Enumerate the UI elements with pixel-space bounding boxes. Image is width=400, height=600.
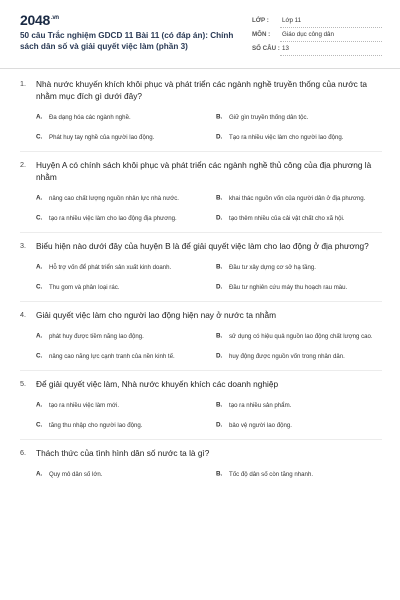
question-prompt: Thách thức của tình hình dân số nước ta là gì? — [36, 448, 210, 458]
answer-option[interactable] — [36, 188, 202, 208]
question-divider — [20, 151, 382, 152]
question-number: 5. — [20, 379, 26, 388]
option-text: Đa dạng hóa các ngành nghề. — [49, 113, 131, 121]
option-text: bảo vệ người lao động. — [229, 421, 292, 429]
option-text: tăng thu nhập cho người lao động. — [49, 421, 143, 429]
answer-options — [20, 395, 382, 435]
question-number: 1. — [20, 79, 26, 88]
answer-option[interactable] — [216, 188, 382, 208]
option-text: Quy mô dân số lớn. — [49, 470, 103, 478]
answer-options — [20, 188, 382, 228]
option-text: sử dụng có hiệu quả nguồn lao động chất lượng cao. — [229, 332, 373, 340]
option-text: Giữ gìn truyền thống dân tộc. — [229, 113, 309, 121]
answer-option[interactable] — [216, 346, 382, 366]
answer-option[interactable] — [36, 208, 202, 228]
option-letter: A. — [36, 113, 43, 121]
question-number: 6. — [20, 448, 26, 457]
option-letter: C. — [36, 214, 43, 222]
answer-option[interactable] — [36, 326, 202, 346]
answer-option[interactable] — [216, 257, 382, 277]
option-text: Thu gom và phân loại rác. — [49, 283, 120, 291]
option-text: tạo thêm nhiều của cải vật chất cho xã hội. — [229, 214, 345, 222]
answer-options — [20, 326, 382, 366]
answer-option[interactable] — [216, 208, 382, 228]
option-text: khai thác nguồn vốn của người dân ở địa phương. — [229, 194, 366, 202]
header-divider — [0, 68, 400, 69]
option-letter: B. — [216, 194, 223, 202]
question-list — [0, 78, 400, 484]
option-text: tạo ra nhiều sản phẩm. — [229, 401, 292, 409]
question-prompt: Giải quyết việc làm cho người lao động hiện nay ở nước ta nhằm — [36, 310, 277, 320]
answer-option[interactable] — [36, 415, 202, 435]
answer-option[interactable] — [216, 464, 382, 484]
question-prompt: Biểu hiện nào dưới đây của huyện B là để giải quyết việc làm cho lao động ở địa phương? — [36, 241, 369, 251]
option-letter: C. — [36, 133, 43, 141]
option-text: phát huy được tiềm năng lao động. — [49, 332, 144, 340]
question-prompt: Huyện A có chính sách khôi phục và phát triển các ngành nghề thủ công của địa phương là nhằm — [36, 160, 372, 182]
option-text: Tốc độ dân số còn tăng nhanh. — [229, 470, 314, 478]
meta-row-count — [252, 43, 382, 57]
answer-option[interactable] — [216, 107, 382, 127]
option-letter: A. — [36, 470, 43, 478]
answer-options — [20, 107, 382, 147]
option-letter: D. — [216, 214, 223, 222]
option-letter: D. — [216, 133, 223, 141]
option-text: tạo ra nhiều việc làm cho lao động địa phương. — [49, 214, 177, 222]
site-logo[interactable] — [20, 12, 59, 28]
answer-options — [20, 464, 382, 484]
option-letter: C. — [36, 352, 43, 360]
answer-options — [20, 257, 382, 297]
option-letter: A. — [36, 332, 43, 340]
question-prompt: Nhà nước khuyến khích khôi phục và phát triển các ngành nghề truyền thống của nước ta nhằm mục đích gì dưới đây? — [36, 79, 368, 101]
option-text: Đầu tư nghiên cứu máy thu hoạch rau màu. — [229, 283, 348, 291]
header — [0, 0, 400, 64]
option-text: huy động được nguồn vốn trong nhân dân. — [229, 352, 345, 360]
option-letter: B. — [216, 401, 223, 409]
answer-option[interactable] — [36, 277, 202, 297]
question-text — [20, 78, 382, 102]
option-letter: B. — [216, 263, 223, 271]
document-title: 50 câu Trắc nghiệm GDCD 11 Bài 11 (có đáp án): Chính sách dân số và giải quyết việc làm (phần 3) — [20, 31, 234, 51]
answer-option[interactable] — [36, 346, 202, 366]
question-text — [20, 447, 382, 459]
option-letter: A. — [36, 194, 43, 202]
option-text: nâng cao chất lượng nguồn nhân lực nhà nước. — [49, 194, 180, 202]
question-item — [0, 78, 400, 152]
answer-option[interactable] — [36, 464, 202, 484]
question-item — [0, 378, 400, 440]
option-letter: B. — [216, 470, 223, 478]
question-divider — [20, 370, 382, 371]
question-divider — [20, 439, 382, 440]
option-letter: C. — [36, 283, 43, 291]
option-letter: D. — [216, 283, 223, 291]
question-item — [0, 447, 400, 484]
logo-text: 2048 — [20, 12, 50, 28]
meta-value: 13 — [282, 45, 289, 52]
answer-option[interactable] — [216, 127, 382, 147]
question-number: 4. — [20, 310, 26, 319]
question-text — [20, 159, 382, 183]
option-text: Phát huy tay nghề của người lao động. — [49, 133, 155, 141]
answer-option[interactable] — [36, 257, 202, 277]
meta-value: Giáo dục công dân — [282, 31, 334, 38]
meta-key: MÔN : — [252, 31, 271, 38]
option-letter: C. — [36, 421, 43, 429]
logo-suffix: .vn — [50, 15, 59, 21]
option-letter: D. — [216, 421, 223, 429]
answer-option[interactable] — [36, 395, 202, 415]
meta-value: Lớp 11 — [282, 17, 302, 24]
option-letter: A. — [36, 263, 43, 271]
question-divider — [20, 232, 382, 233]
option-text: Hỗ trợ vốn để phát triển sản xuất kinh doanh. — [49, 263, 172, 271]
question-text — [20, 240, 382, 252]
question-number: 2. — [20, 160, 26, 169]
question-item — [0, 309, 400, 371]
question-divider — [20, 301, 382, 302]
document-meta — [252, 15, 382, 57]
question-text — [20, 309, 382, 321]
meta-row-class — [252, 15, 382, 29]
option-letter: B. — [216, 332, 223, 340]
answer-option[interactable] — [216, 277, 382, 297]
answer-option[interactable] — [216, 326, 382, 346]
question-number: 3. — [20, 241, 26, 250]
answer-option[interactable] — [36, 127, 202, 147]
answer-option[interactable] — [216, 395, 382, 415]
question-prompt: Để giải quyết việc làm, Nhà nước khuyến khích các doanh nghiệp — [36, 379, 279, 389]
meta-key: LỚP : — [252, 17, 269, 24]
answer-option[interactable] — [216, 415, 382, 435]
option-text: Đầu tư xây dựng cơ sở hạ tầng. — [229, 263, 316, 271]
meta-row-subject — [252, 29, 382, 43]
question-text — [20, 378, 382, 390]
option-text: Tạo ra nhiều việc làm cho người lao động. — [229, 133, 344, 141]
option-letter: D. — [216, 352, 223, 360]
option-text: nâng cao năng lực cạnh tranh của nền kinh tế. — [49, 352, 175, 360]
meta-key: SỐ CÂU : — [252, 45, 280, 52]
answer-option[interactable] — [36, 107, 202, 127]
option-text: tạo ra nhiều việc làm mới. — [49, 401, 120, 409]
option-letter: A. — [36, 401, 43, 409]
question-item — [0, 159, 400, 233]
question-item — [0, 240, 400, 302]
option-letter: B. — [216, 113, 223, 121]
